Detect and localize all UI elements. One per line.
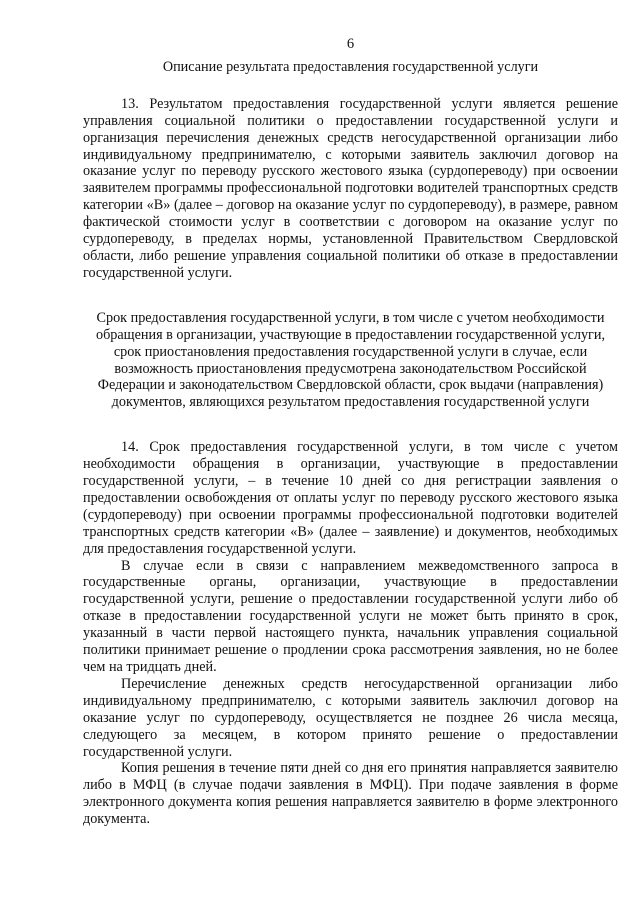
section-heading-term: Срок предоставления государственной услуги, в том числе с учетом необходимости обращения в организации, участвующие в предоставлении государственной услуги, срок приостановления предоставления государственной услуги в случае, если возможность приостановления предусмотрена законодательством Российской Федерации и законодательством Свердловской области, срок выдачи (направления) документов, являющихся результатом предоставления государственной услуги xyxy=(95,309,606,411)
page-number: 6 xyxy=(346,36,355,52)
paragraph-13: 13. Результатом предоставления государственной услуги является решение управления социальной политики о предоставлении государственной услуги и организация перечисления денежных средств негосударственной организации либо индивидуальному предпринимателю, с которыми заявитель заключил договор на оказание услуг по переводу русского жестового языка (сурдопереводу) при освоении заявителем программы профессиональной подготовки водителей транспортных средств категории «В» (далее – договор на оказание услуг по сурдопереводу), в размере, равном фактической стоимости услуг в соответствии с договором на оказание услуг по сурдопереводу, в пределах нормы, установленной Правительством Свердловской области, либо решение управления социальной политики об отказе в предоставлении государственной услуги. xyxy=(83,95,618,281)
paragraph-14-extension: В случае если в связи с направлением межведомственного запроса в государственные органы, организации, участвующие в предоставлении государственной услуги, решение о предоставлении государственной услуги либо об отказе в предоставлении государственной услуги не может быть принято в срок, указанный в части первой настоящего пункта, начальник управления социальной политики принимает решение о продлении срока рассмотрения заявления, но не более чем на тридцать дней. xyxy=(83,557,618,675)
paragraph-14-copy: Копия решения в течение пяти дней со дня его принятия направляется заявителю либо в МФЦ (в случае подачи заявления в МФЦ). При подаче заявления в форме электронного документа копия решения направляется заявителю в форме электронного документа. xyxy=(83,760,618,828)
paragraph-14-payment: Перечисление денежных средств негосударственной организации либо индивидуальному предпринимателю, с которыми заявитель заключил договор на оказание услуг по сурдопереводу, осуществляется не позднее 26 числа месяца, следующего за месяцем, в котором принято решение о предоставлении государственной услуги. xyxy=(83,675,618,760)
paragraph-14: 14. Срок предоставления государственной услуги, в том числе с учетом необходимости обращения в организации, участвующие в предоставлении государственной услуги, – в течение 10 дней со дня регистрации заявления о предоставлении освобождения от оплаты услуг по переводу русского жестового языка (сурдопереводу) при освоении программы профессиональной подготовки водителей транспортных средств категории «В» (далее – заявление) и документов, необходимых для предоставления государственной услуги. xyxy=(83,439,618,557)
section-heading-result: Описание результата предоставления государственной услуги xyxy=(162,58,539,75)
